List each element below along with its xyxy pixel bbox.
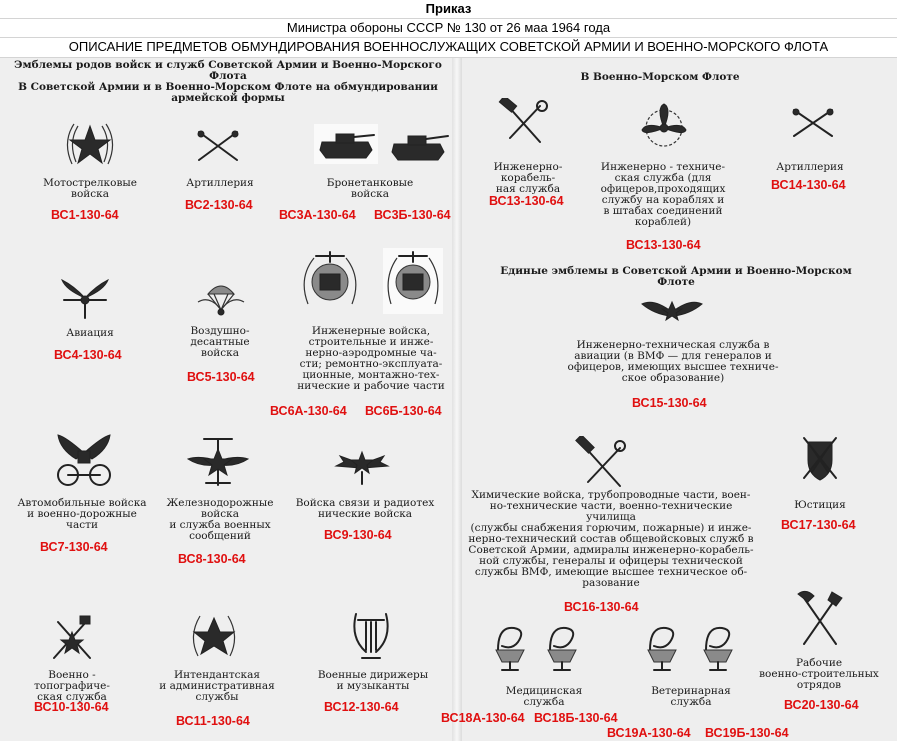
caption-quartermaster: Интендантская и административная службы: [159, 669, 275, 703]
wheels-wings-icon: [54, 433, 114, 489]
medical-emblem-a-icon: [488, 620, 532, 674]
caption-motor-rifle: Мотострелковые войска: [43, 177, 137, 200]
code-veterinary-b: ВС19Б-130-64: [705, 726, 789, 740]
hammer-wrench-icon: [496, 98, 552, 148]
justice-shield-icon: [800, 436, 840, 482]
caption-airborne: Воздушно- десантные войска: [190, 325, 250, 359]
lyre-icon: [346, 608, 396, 664]
engineer-emblem-b-icon: [383, 248, 443, 314]
code-naval-artillery: ВС14-130-64: [771, 178, 846, 192]
code-engineers-a: ВС6А-130-64: [270, 404, 347, 418]
topographic-compass-icon: [44, 610, 100, 666]
code-airborne: ВС5-130-64: [187, 370, 255, 384]
scanned-document: [0, 58, 897, 741]
code-ship-engineering: ВС13-130-64: [489, 194, 564, 208]
code-signals: ВС9-130-64: [324, 528, 392, 542]
code-aviation: ВС4-130-64: [54, 348, 122, 362]
code-medical-b: ВС18Б-130-64: [534, 711, 618, 725]
code-aviation-engineering: ВС15-130-64: [632, 396, 707, 410]
construction-tools-icon: [796, 588, 844, 648]
book-spine: [452, 58, 462, 741]
order-number: Министра обороны СССР № 130 от 26 маа 1964 года: [0, 19, 897, 38]
order-title: Приказ: [0, 0, 897, 19]
caption-aviation-engineering: Инженерно-техническая служба в авиации (в ВМФ — для генералов и офицеров, имеющих высшее техниче- ское образование): [567, 339, 779, 384]
code-chemical-technical: ВС16-130-64: [564, 600, 639, 614]
caption-construction: Рабочие военно-строительных отрядов: [759, 657, 879, 691]
code-quartermaster: ВС11-130-64: [176, 714, 250, 728]
caption-medical: Медицинская служба: [505, 685, 583, 708]
code-railway: ВС8-130-64: [178, 552, 246, 566]
naval-crossed-cannons-icon: [790, 104, 836, 142]
code-artillery: ВС2-130-64: [185, 198, 253, 212]
hammer-wrench-cross-icon: [574, 436, 630, 492]
signals-star-icon: [334, 444, 390, 486]
left-page-heading: Эмблемы родов войск и служб Советской Армии и Военно-Морского Флота В Советской Армии и в Военно-Морском Флоте на обмундировании армейской формы: [14, 59, 442, 104]
code-armored-a: ВС3А-130-64: [279, 208, 356, 222]
caption-justice: Юстиция: [794, 499, 846, 511]
engineer-emblem-a-icon: [298, 248, 362, 314]
caption-naval-artillery: Артиллерия: [776, 161, 844, 173]
medical-emblem-b-icon: [540, 620, 584, 674]
veterinary-emblem-a-icon: [640, 620, 684, 674]
veterinary-emblem-b-icon: [696, 620, 740, 674]
caption-armored: Бронетанковые войска: [326, 177, 414, 200]
navy-heading: В Военно-Морском Флоте: [580, 71, 740, 83]
code-construction: ВС20-130-64: [784, 698, 859, 712]
unified-heading: Единые эмблемы в Советской Армии и Военно-Морском Флоте: [500, 265, 852, 288]
propeller-gear-icon: [634, 102, 694, 152]
caption-aviation: Авиация: [66, 327, 114, 339]
crossed-cannons-icon: [195, 126, 241, 166]
railway-star-icon: [186, 433, 250, 489]
order-description: ОПИСАНИЕ ПРЕДМЕТОВ ОБМУНДИРОВАНИЯ ВОЕННОСЛУЖАЩИХ СОВЕТСКОЙ АРМИИ И ВОЕННО-МОРСКОГО ФЛОТА: [0, 38, 897, 58]
parachute-icon: [196, 276, 246, 322]
code-automobile: ВС7-130-64: [40, 540, 108, 554]
code-medical-a: ВС18А-130-64: [441, 711, 525, 725]
caption-naval-engineering: Инженерно - техниче- ская служба (для офицеров,проходящих службу на кораблях и в штабах соединений кораблей): [600, 161, 726, 228]
propeller-wings-icon: [60, 276, 110, 322]
tank-emblem-a-icon: [314, 124, 378, 164]
code-motor-rifle: ВС1-130-64: [51, 208, 119, 222]
caption-chemical-technical: Химические войска, трубопроводные части, воен- но-технические части, военно-технические училища (службы снабжения горючим, пожарные) и инже- нерно-технический состав общевойсковых служб в Советской Армии, адмиралы инженерно-корабель- ной службы, генералы и офицеры технической службы ВМФ, имеющие высшее техническое об- разование: [468, 489, 754, 589]
caption-topographic: Военно - топографиче- ская служба: [34, 669, 110, 703]
code-musicians: ВС12-130-64: [324, 700, 399, 714]
aviation-engineering-star-icon: [640, 290, 704, 334]
caption-artillery: Артиллерия: [186, 177, 254, 189]
motor-rifle-emblem-icon: [60, 114, 120, 170]
caption-veterinary: Ветеринарная служба: [651, 685, 731, 708]
caption-musicians: Военные дирижеры и музыканты: [317, 669, 429, 692]
tank-emblem-b-icon: [388, 128, 452, 164]
quartermaster-wreath-icon: [188, 608, 240, 664]
code-justice: ВС17-130-64: [781, 518, 856, 532]
code-armored-b: ВС3Б-130-64: [374, 208, 451, 222]
caption-signals: Войска связи и радиотех нические войска: [295, 497, 435, 520]
caption-ship-engineering: Инженерно-корабель- ная служба: [493, 161, 563, 195]
code-engineers-b: ВС6Б-130-64: [365, 404, 442, 418]
code-naval-engineering: ВС13-130-64: [626, 238, 701, 252]
caption-engineers: Инженерные войска, строительные и инже- нерно-аэродромные ча- сти; ремонтно-эксплуата- ционные, монтажно-тех- нические и рабочие части: [297, 325, 445, 392]
caption-railway: Железнодорожные войска и служба военных сообщений: [166, 497, 274, 542]
code-veterinary-a: ВС19А-130-64: [607, 726, 691, 740]
caption-automobile: Автомобильные войска и военно-дорожные части: [17, 497, 147, 531]
code-topographic: ВС10-130-64: [34, 700, 109, 714]
